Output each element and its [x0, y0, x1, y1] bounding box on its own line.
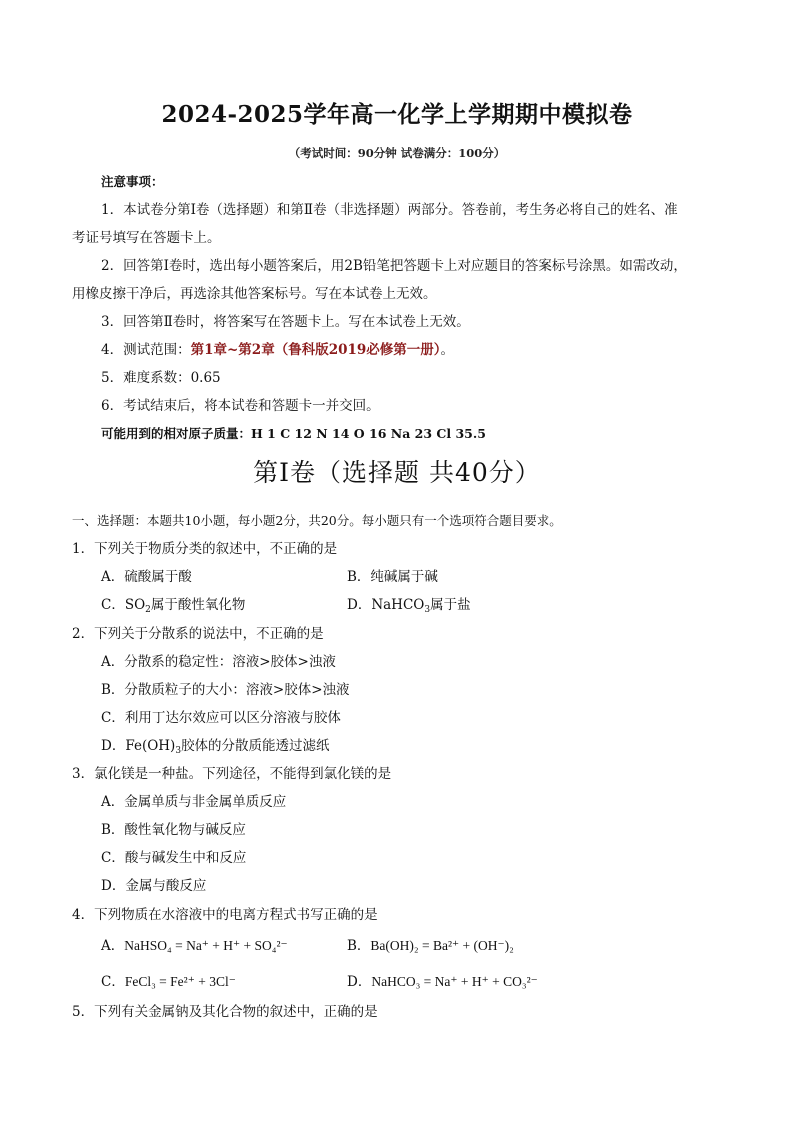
note-1-line-2: 考证号填写在答题卡上。: [72, 230, 221, 246]
exam-subtitle: （考试时间：90分钟 试卷满分：100分）: [288, 146, 506, 160]
note-4: [101, 340, 454, 360]
q3-option-c: C．酸与碱发生中和反应: [101, 850, 247, 866]
q4-c-label: C．: [101, 974, 125, 990]
notes-heading: 注意事项：: [101, 174, 164, 189]
q1-c-sub: 2: [145, 605, 151, 615]
q2-option-d: [101, 736, 330, 761]
note-4-prefix: 4．测试范围：: [101, 342, 191, 358]
q2-stem: 2．下列关于分散系的说法中，不正确的是: [72, 626, 324, 642]
section-1-title: 第Ⅰ卷（选择题 共40分）: [253, 458, 541, 487]
q2-option-c: C．利用丁达尔效应可以区分溶液与胶体: [101, 710, 341, 726]
q4-option-a: [101, 936, 288, 956]
q4-b-label: B．: [347, 938, 371, 954]
section-1-instructions: 一、选择题：本题共10小题，每小题2分，共20分。每小题只有一个选项符合题目要求。: [72, 513, 562, 528]
q1-c-pre: C．SO: [101, 597, 146, 613]
q1-option-c: [101, 595, 245, 620]
note-5: 5．难度系数：0.65: [101, 370, 221, 386]
q4-option-b: [347, 936, 514, 956]
q1-d-pre: D．NaHCO: [347, 597, 425, 613]
q2-option-b: B．分散质粒子的大小：溶液>胶体>浊液: [101, 682, 350, 698]
q4-option-d: [347, 972, 538, 992]
q4-d-label: D．: [347, 974, 372, 990]
q1-option-b: B．纯碱属于碱: [347, 569, 438, 585]
note-6: 6．考试结束后，将本试卷和答题卡一并交回。: [101, 398, 380, 414]
q2-d-sub: 3: [175, 746, 182, 756]
q1-stem: 1．下列关于物质分类的叙述中，不正确的是: [72, 541, 338, 557]
note-4-range: 第1章~第2章（鲁科版2019必修第一册）: [190, 342, 441, 358]
q4-a-equation: NaHSO₄ = Na⁺ + H⁺ + SO₄²⁻: [124, 938, 288, 953]
q3-option-d: D．金属与酸反应: [101, 878, 207, 894]
q4-option-c: [101, 972, 236, 992]
q5-stem: 5．下列有关金属钠及其化合物的叙述中，正确的是: [72, 1004, 378, 1020]
q4-c-equation: FeCl₃ = Fe²⁺ + 3Cl⁻: [124, 974, 236, 989]
q2-d-post: 胶体的分散质能透过滤纸: [181, 738, 330, 754]
q2-option-a: A．分散系的稳定性：溶液>胶体>浊液: [101, 654, 336, 670]
note-3: 3．回答第Ⅱ卷时，将答案写在答题卡上。写在本试卷上无效。: [101, 314, 470, 330]
note-4-suffix: 。: [440, 342, 455, 358]
atomic-masses: 可能用到的相对原子质量：H 1 C 12 N 14 O 16 Na 23 Cl 35.5: [101, 426, 486, 441]
q3-stem: 3．氯化镁是一种盐。下列途径，不能得到氯化镁的是: [72, 766, 392, 782]
note-1-line-1: 1．本试卷分第Ⅰ卷（选择题）和第Ⅱ卷（非选择题）两部分。答卷前，考生务必将自己的姓名、准: [101, 202, 678, 218]
q1-option-a: A．硫酸属于酸: [101, 569, 192, 585]
q3-option-b: B．酸性氧化物与碱反应: [101, 822, 246, 838]
q4-a-label: A．: [101, 938, 125, 954]
q2-d-pre: D．Fe(OH): [101, 738, 176, 754]
q4-d-equation: NaHCO₃ = Na⁺ + H⁺ + CO₃²⁻: [371, 974, 538, 989]
note-2-line-1: 2．回答第Ⅰ卷时，选出每小题答案后，用2B铅笔把答题卡上对应题目的答案标号涂黑。如需改动，: [101, 258, 687, 274]
q1-option-d: [347, 595, 471, 620]
q1-c-post: 属于酸性氧化物: [150, 597, 246, 613]
q1-d-post: 属于盐: [430, 597, 471, 613]
q3-option-a: A．金属单质与非金属单质反应: [101, 794, 287, 810]
exam-title: 2024-2025学年高一化学上学期期中模拟卷: [161, 101, 633, 128]
q1-d-sub: 3: [424, 605, 431, 615]
q4-b-equation: Ba(OH)₂ = Ba²⁺ + (OH⁻)₂: [370, 938, 514, 953]
q4-stem: 4．下列物质在水溶液中的电离方程式书写正确的是: [72, 907, 378, 923]
note-2-line-2: 用橡皮擦干净后，再选涂其他答案标号。写在本试卷上无效。: [72, 286, 437, 302]
